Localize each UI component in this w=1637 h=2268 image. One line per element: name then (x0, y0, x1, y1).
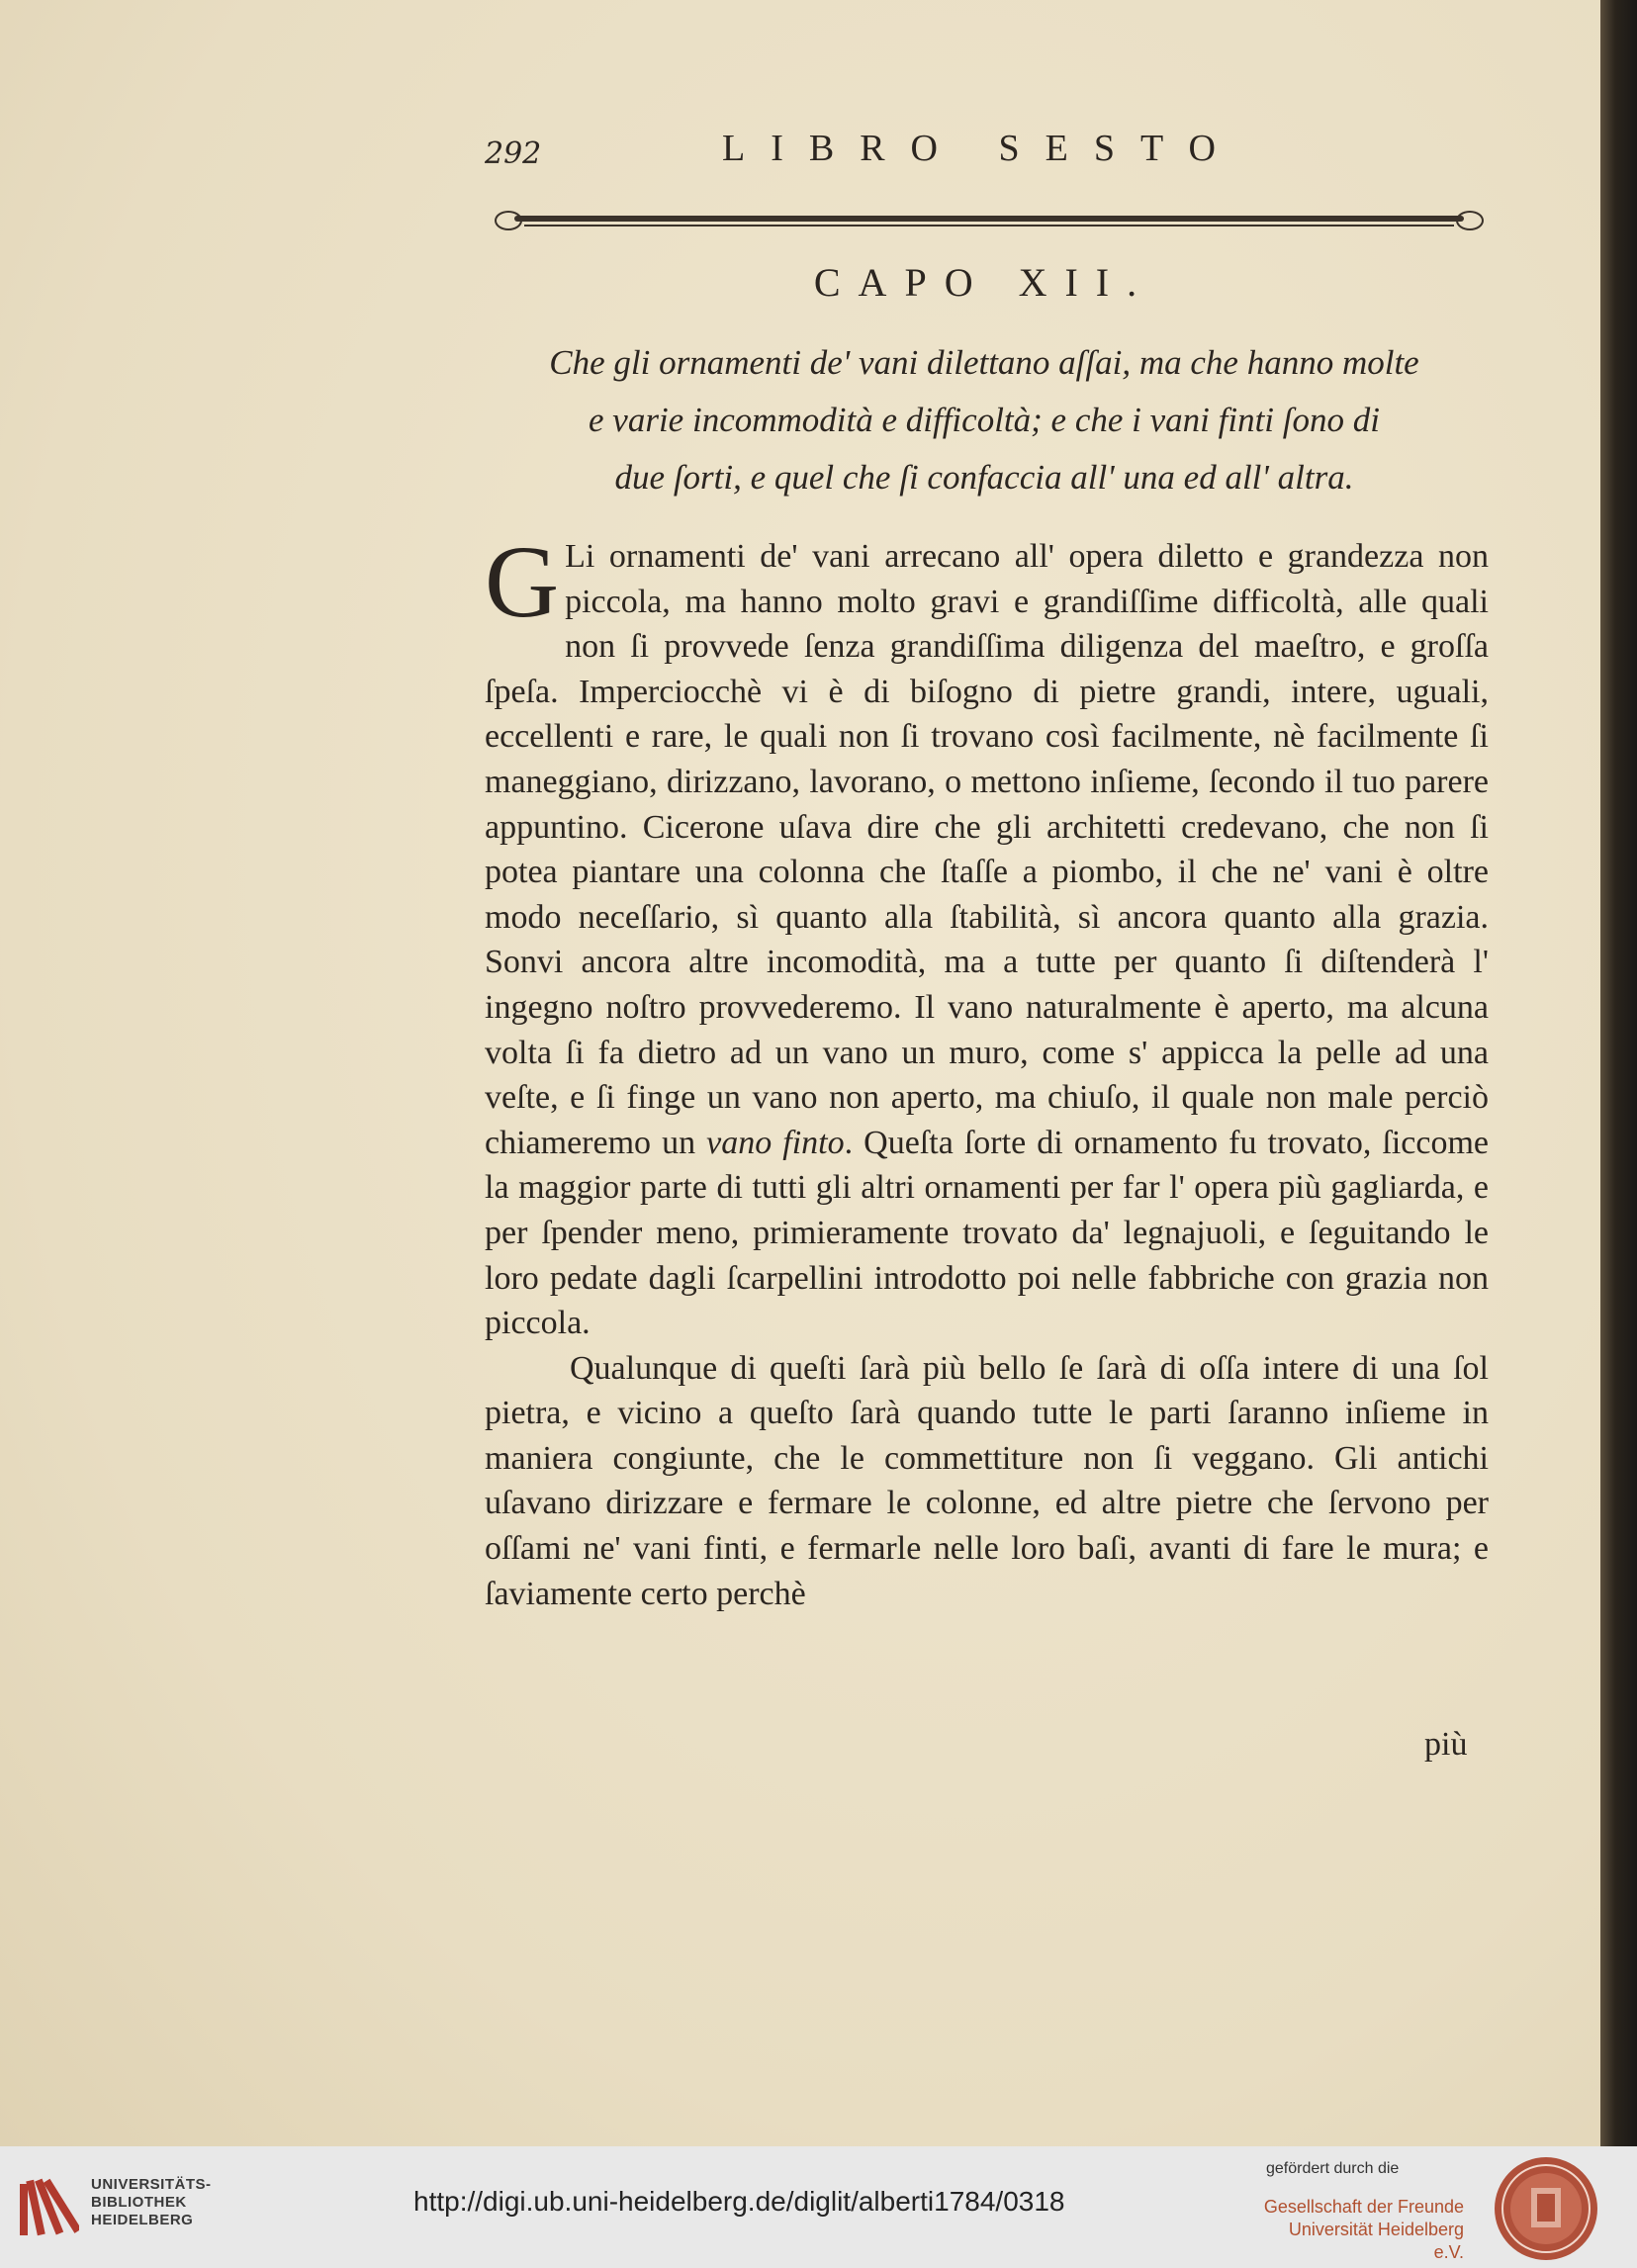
subtitle-line: due ſorti, e quel che ſi confaccia all' una ed all' altra. (614, 458, 1354, 497)
paragraph-1-text: Li ornamenti de' vani arrecano all' opera diletto e grandezza non piccola, ma hanno molto gravi e grandiſſime difficoltà, alle quali non ſi provvede ſenza grandiſſima diligenza del maeſtro, e groſſa ſpeſa. Imperciocchè vi è di biſogno di pietre grandi, intere, uguali, eccellenti e rare, le quali non ſi trovano così facilmente, nè facilmente ſi maneggiano, dirizzano, lavorano, o mettono inſieme, ſecondo il tuo parere appuntino. Cicerone uſava dire che gli architetti credevano, che non ſi potea piantare una colonna che ſtaſſe a piombo, il che ne' vani è oltre modo neceſſario, sì quanto alla ſtabilità, sì ancora quanto alla grazia. Sonvi ancora altre incomodità, ma a tutte per quanto ſi diſtenderà l' ingegno noſtro provvederemo. Il vano naturalmente è aperto, ma alcuna volta ſi fa dietro ad un vano un muro, come s' appicca la pelle ad una veſte, e ſi finge un vano non aperto, ma chiuſo, il quale non male perciò chiameremo un (485, 538, 1489, 1161)
page-number: 292 (485, 136, 542, 171)
ornamental-rule (495, 209, 1484, 230)
library-name: UNIVERSITÄTS- BIBLIOTHEK HEIDELBERG (91, 2176, 212, 2228)
running-title: LIBRO SESTO (722, 128, 1241, 169)
rule-bar (514, 216, 1464, 222)
paragraph-2: Qualunque di queſti ſarà più bello ſe ſarà di oſſa intere di una ſol pietra, e vicino a queſto ſarà quando tutte le parti ſaranno inſieme in maniera congiunte, che le commettiture non ſi veggano. Gli antichi uſavano dirizzare e fermare le colonne, ed altre pietre che ſervono per oſſami ne' vani finti, e fermarle nelle loro baſi, avanti di fare le mura; e ſaviamente certo perchè (485, 1349, 1489, 1612)
permalink-url[interactable]: http://digi.ub.uni-heidelberg.de/diglit/alberti1784/0318 (413, 2186, 1065, 2217)
paragraph-1 (485, 525, 1490, 1346)
running-head (485, 119, 1484, 178)
drop-cap: G (485, 525, 560, 639)
supporter-name: Gesellschaft der Freunde Universität Heidelberg e.V. (1263, 2197, 1464, 2262)
catchword: più (1424, 1726, 1468, 1763)
rule-bar-thin (524, 225, 1454, 227)
chapter-subtitle (485, 334, 1484, 506)
italic-term: vano finto (706, 1124, 845, 1161)
rule-end-right (1456, 211, 1484, 230)
page-edge-shadow (1600, 0, 1637, 2146)
chapter-heading: CAPO XII. (813, 260, 1155, 305)
body-text (485, 525, 1490, 1616)
subtitle-line: Che gli ornamenti de' vani dilettano aſſai, ma che hanno molte (549, 343, 1419, 382)
support-caption: gefördert durch die (1266, 2160, 1400, 2177)
university-seal-icon (1492, 2154, 1600, 2263)
footer-bar (0, 2146, 1637, 2268)
library-logo-icon (18, 2174, 79, 2239)
paragraph-1-text-end: . Queſta ſorte di ornamento fu trovato, ſiccome la maggior parte di tutti gli altri ornamenti per far l' opera più gagliarda, e per ſpender meno, primieramente trovato da' legnajuoli, e ſeguitando le loro pedate dagli ſcarpellini introdotto poi nelle fabbriche con grazia non piccola. (485, 1124, 1490, 1342)
subtitle-line: e varie incommodità e difficoltà; e che i vani finti ſono di (589, 401, 1380, 439)
